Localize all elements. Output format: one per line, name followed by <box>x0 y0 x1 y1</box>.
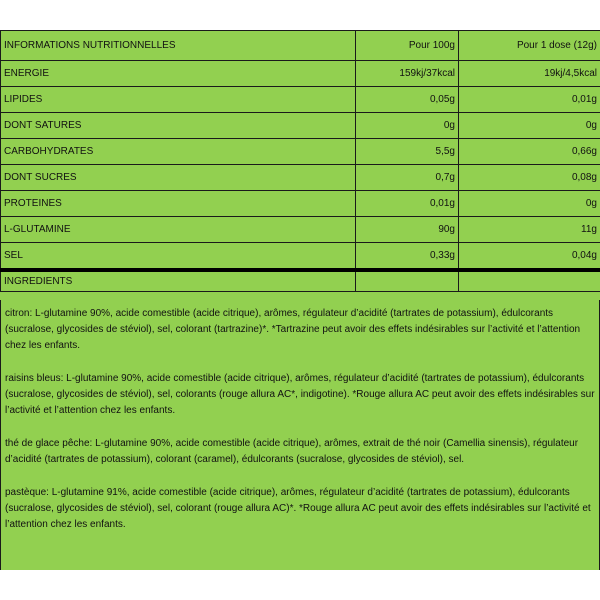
row-per-100g: 0g <box>356 113 459 139</box>
ingredient-paragraph-citron: citron: L-glutamine 90%, acide comestible (acide citrique), arômes, régulateur d’acidité (tartrates de potassium), édulcorants (sucralose, glycosides de stéviol), sel, colorant (tartrazine)*. *Tartrazine peut avoir des effets indésirables sur l’activité et l’attention chez les enfants. <box>5 308 581 351</box>
ingredient-paragraph-raisins-bleus: raisins bleus: L-glutamine 90%, acide comestible (acide citrique), arômes, régulateur d’acidité (tartrates de potassium), édulcorants (sucralose, glycosides de stéviol), sel, colorants (rouge allura AC*, indigotine). *Rouge allura AC peut avoir des effets indésirables sur l’activité et l’attention chez les enfants. <box>5 373 595 416</box>
row-per-100g: 0,7g <box>356 165 459 191</box>
ingredients-heading: INGREDIENTS <box>1 270 356 292</box>
empty-cell <box>459 270 600 292</box>
ingredients-section <box>0 300 600 570</box>
row-per-dose: 0g <box>459 113 600 139</box>
row-per-100g: 0,05g <box>356 87 459 113</box>
row-label: DONT SATURES <box>1 113 356 139</box>
row-per-dose: 0,04g <box>459 243 600 270</box>
row-label: CARBOHYDRATES <box>1 139 356 165</box>
ingredients-heading-row <box>1 270 600 292</box>
table-row <box>1 217 600 243</box>
header-nutrition-info: INFORMATIONS NUTRITIONNELLES <box>1 31 356 61</box>
ingredient-paragraph-the-glace-peche: thé de glace pêche: L-glutamine 90%, acide comestible (acide citrique), arômes, extrait de thé noir (Camellia sinensis), régulateur d’acidité (tartrates de potassium), colorant (caramel), édulcorants (sucralose, glycosides de stéviol), sel. <box>5 438 579 465</box>
row-label: LIPIDES <box>1 87 356 113</box>
row-label: DONT SUCRES <box>1 165 356 191</box>
row-label: ENERGIE <box>1 61 356 87</box>
row-per-dose: 0,01g <box>459 87 600 113</box>
header-per-dose: Pour 1 dose (12g) <box>459 31 600 61</box>
row-per-100g: 159kj/37kcal <box>356 61 459 87</box>
row-label: PROTEINES <box>1 191 356 217</box>
row-per-dose: 19kj/4,5kcal <box>459 61 600 87</box>
table-row <box>1 61 600 87</box>
table-row <box>1 139 600 165</box>
table-row <box>1 191 600 217</box>
row-label: SEL <box>1 243 356 270</box>
header-per-100g: Pour 100g <box>356 31 459 61</box>
table-row <box>1 165 600 191</box>
nutrition-table <box>0 30 600 292</box>
table-row <box>1 113 600 139</box>
row-per-100g: 0,33g <box>356 243 459 270</box>
table-row <box>1 243 600 270</box>
row-per-100g: 5,5g <box>356 139 459 165</box>
table-row <box>1 87 600 113</box>
row-per-dose: 0,66g <box>459 139 600 165</box>
row-per-dose: 11g <box>459 217 600 243</box>
empty-cell <box>356 270 459 292</box>
row-per-dose: 0,08g <box>459 165 600 191</box>
row-per-dose: 0g <box>459 191 600 217</box>
row-per-100g: 0,01g <box>356 191 459 217</box>
table-header-row <box>1 31 600 61</box>
nutrition-sheet <box>0 30 600 570</box>
row-per-100g: 90g <box>356 217 459 243</box>
row-label: L-GLUTAMINE <box>1 217 356 243</box>
ingredient-paragraph-pasteque: pastèque: L-glutamine 91%, acide comestible (acide citrique), arômes, régulateur d’acidité (tartrates de potassium), édulcorants (sucralose, glycosides de stéviol), sel, colorant (rouge allura AC)*. *Rouge allura AC peut avoir des effets indésirables sur l’activité et l’attention chez les enfants. <box>5 487 591 530</box>
